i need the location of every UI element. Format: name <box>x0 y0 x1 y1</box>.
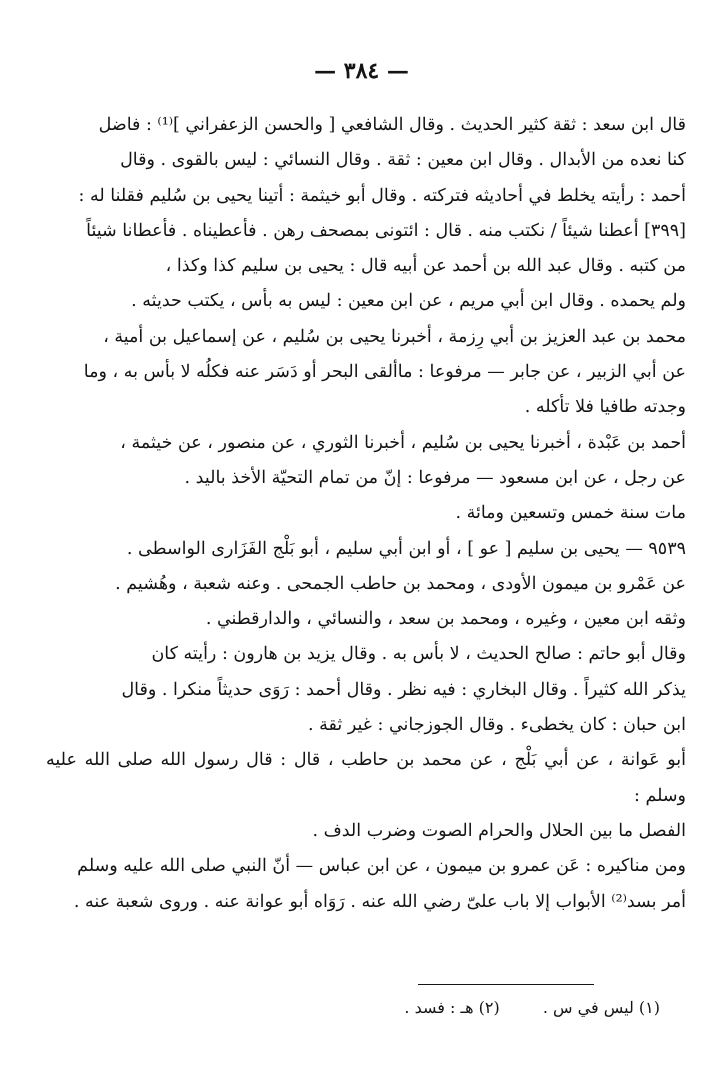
paragraph-death-year: مات سنة خمس وتسعين ومائة . <box>455 503 686 524</box>
page-number: — ٣٨٤ — <box>314 58 409 84</box>
paragraph-abu-hatim: وقال أبو حاتم : صالح الحديث ، لا بأس به . وقال يزيد بن هارون : رأيته كان يذكر الله كثيراً . وقال البخاري : فيه نظر . وقال أحمد : رَوَى حديثاً منكرا . وقال ابن حبان : كان يخطىء . وقال الجوزجاني : غير ثقة . <box>121 644 686 736</box>
paragraph-abu-awana: أبو عَوانة ، عن أبي بَلْج ، عن محمد بن حاطب ، قال : قال رسول الله صلى الله عليه وسلم : الفصل ما بين الحلال والحرام الصوت وضرب الدف . <box>46 750 686 841</box>
paragraph-tawthiq: وثقه ابن معين ، وغيره ، ومحمد بن سعد ، والنسائي ، والدارقطني . <box>205 609 686 630</box>
footnote-2: (٢) هـ : فسد . <box>404 998 500 1017</box>
main-text <box>46 108 686 920</box>
paragraph-hadith-greeting: أحمد بن عَبْدة ، أخبرنا يحيى بن سُليم ، أخبرنا الثوري ، عن منصور ، عن خيثمة ، عن رجل ، عن ابن مسعود — مرفوعا : إنّ من تمام التحيّة الأخذ باليد . <box>120 432 686 488</box>
entry-9539-heading: ٩٥٣٩ — يحيى بن سليم [ عو ] ، أو ابن أبي سليم ، أبو بَلْج الفَزَارى الواسطى . عن عَمْرو بن ميمون الأودى ، ومحمد بن حاطب الجمحى . وعنه شعبة ، وهُشيم . <box>115 538 686 594</box>
paragraph-ibn-saad: قال ابن سعد : ثقة كثير الحديث . وقال الشافعي [ والحسن الزعفراني ]⁽¹⁾ : فاضل كنا نعده من الأبدال . وقال ابن معين : ثقة . وقال النسائي : ليس بالقوى . وقال أحمد : رأيته يخلط في أحاديثه فتركته . وقال أبو خيثمة : أتينا يحيى بن سُليم فقلنا له : [٣٩٩] أعطنا شيئاً / نكتب منه . قال : ائتونى بمصحف رهن . فأعطيناه . فأعطانا شيئاً من كتبه . وقال عبد الله بن أحمد عن أبيه قال : يحيى بن سليم كذا وكذا ، ولم يحمده . وقال ابن أبي مريم ، عن ابن معين : ليس به بأس ، يكتب حديثه . <box>78 115 686 312</box>
footnotes <box>240 996 660 1020</box>
footnote-divider <box>418 984 594 985</box>
paragraph-manakir: ومن مناكيره : عَن عمرو بن ميمون ، عن ابن عباس — أنّ النبي صلى الله عليه وسلم أمر بسد⁽²⁾ الأبواب إلا باب علىّ رضي الله عنه . رَوَاه أبو عوانة عنه . وروى شعبة عنه . <box>73 856 686 912</box>
paragraph-hadith-sea: محمد بن عبد العزيز بن أبي رِزمة ، أخبرنا يحيى بن سُليم ، عن إسماعيل بن أمية ، عن أبي الزبير ، عن جابر — مرفوعا : ماألقى البحر أو دَسَر عنه فكلُه لا بأس به ، وما وجدته طافيا فلا تأكله . <box>83 326 686 418</box>
footnote-1: (١) ليس في س . <box>542 998 660 1017</box>
